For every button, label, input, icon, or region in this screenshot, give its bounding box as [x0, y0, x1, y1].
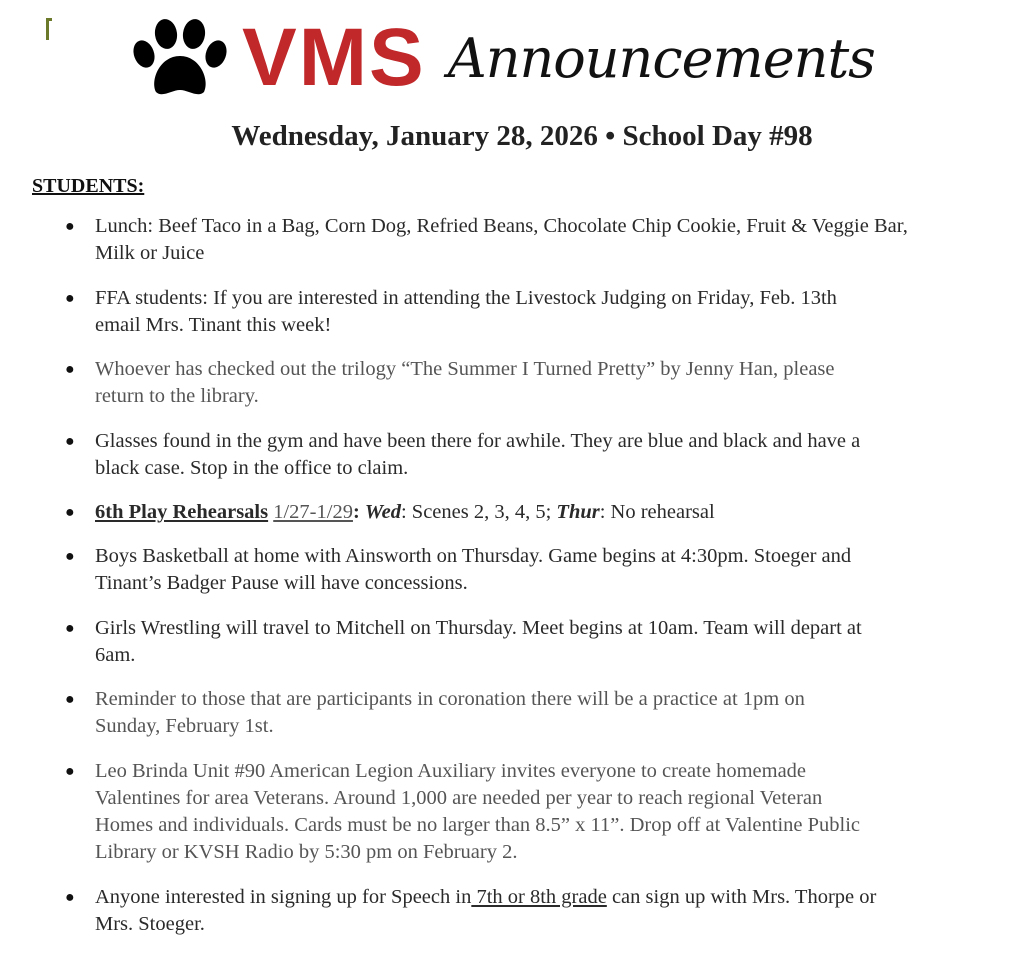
- thur-label: Thur: [556, 501, 600, 523]
- bullet-icon: ●: [65, 218, 75, 235]
- item-line: Leo Brinda Unit #90 American Legion Auxiliary invites everyone to create homemade: [95, 760, 807, 782]
- list-item: [65, 213, 908, 267]
- bullet-icon: ●: [65, 433, 75, 450]
- item-line: Valentines for area Veterans. Around 1,000 are needed per year to reach regional Veteran: [95, 787, 823, 809]
- item-line: Whoever has checked out the trilogy “The Summer I Turned Pretty” by Jenny Han, please: [95, 358, 835, 380]
- bullet-icon: ●: [65, 691, 75, 708]
- bullet-icon: ●: [65, 504, 75, 521]
- item-line: 6am.: [95, 644, 136, 666]
- list-item: [65, 758, 861, 866]
- date-line: Wednesday, January 28, 2026 • School Day #98: [231, 120, 813, 152]
- rehearsal-dates: 1/27-1/29: [273, 501, 353, 523]
- bullet-icon: ●: [65, 361, 75, 378]
- item-line: Milk or Juice: [95, 242, 205, 264]
- speech-text: Anyone interested in signing up for Speech in: [95, 886, 472, 908]
- page-title: Announcements: [447, 26, 875, 90]
- bullet-icon: ●: [65, 620, 75, 637]
- list-item: [65, 615, 862, 669]
- colon: :: [352, 501, 360, 523]
- list-item: [65, 884, 877, 938]
- bullet-icon: ●: [65, 548, 75, 565]
- logo-text: VMS: [242, 12, 426, 103]
- item-line: Mrs. Stoeger.: [95, 913, 205, 935]
- section-heading: STUDENTS:: [32, 175, 145, 197]
- item-line: Library or KVSH Radio by 5:30 pm on February 2.: [95, 841, 518, 863]
- play-rehearsal-title: 6th Play Rehearsals: [95, 501, 269, 523]
- speech-text-after: can sign up with Mrs. Thorpe or: [606, 886, 877, 908]
- item-line: Girls Wrestling will travel to Mitchell on Thursday. Meet begins at 10am. Team will depart at: [95, 617, 862, 639]
- thur-text: : No rehearsal: [599, 501, 715, 523]
- wed-label: Wed: [364, 501, 401, 523]
- list-item: [65, 686, 805, 740]
- paw-print-icon: [130, 18, 230, 98]
- item-line: Reminder to those that are participants in coronation there will be a practice at 1pm on: [95, 688, 805, 710]
- item-line: email Mrs. Tinant this week!: [95, 314, 332, 336]
- item-line: Glasses found in the gym and have been there for awhile. They are blue and black and have a: [95, 430, 861, 452]
- bullet-icon: ●: [65, 889, 75, 906]
- list-item: [65, 285, 837, 339]
- header-banner: [130, 12, 875, 103]
- grade-underlined: 7th or 8th grade: [471, 886, 607, 908]
- item-line: Homes and individuals. Cards must be no larger than 8.5” x 11”. Drop off at Valentine Public: [95, 814, 861, 836]
- item-line: return to the library.: [95, 385, 259, 407]
- bullet-icon: ●: [65, 290, 75, 307]
- item-line: Lunch: Beef Taco in a Bag, Corn Dog, Refried Beans, Chocolate Chip Cookie, Fruit & Veggie Bar,: [95, 215, 908, 237]
- bullet-icon: ●: [65, 763, 75, 780]
- item-line: Sunday, February 1st.: [95, 715, 274, 737]
- list-item: [65, 499, 715, 526]
- wed-text: : Scenes 2, 3, 4, 5;: [400, 501, 557, 523]
- list-item: [65, 428, 861, 482]
- cursor-mark: [46, 18, 49, 40]
- list-item: [65, 356, 835, 410]
- item-line: Boys Basketball at home with Ainsworth on Thursday. Game begins at 4:30pm. Stoeger and: [95, 545, 852, 567]
- item-line: FFA students: If you are interested in attending the Livestock Judging on Friday, Feb. 13th: [95, 287, 837, 309]
- item-line: black case. Stop in the office to claim.: [95, 457, 409, 479]
- item-line: Tinant’s Badger Pause will have concessions.: [95, 572, 468, 594]
- list-item: [65, 543, 852, 597]
